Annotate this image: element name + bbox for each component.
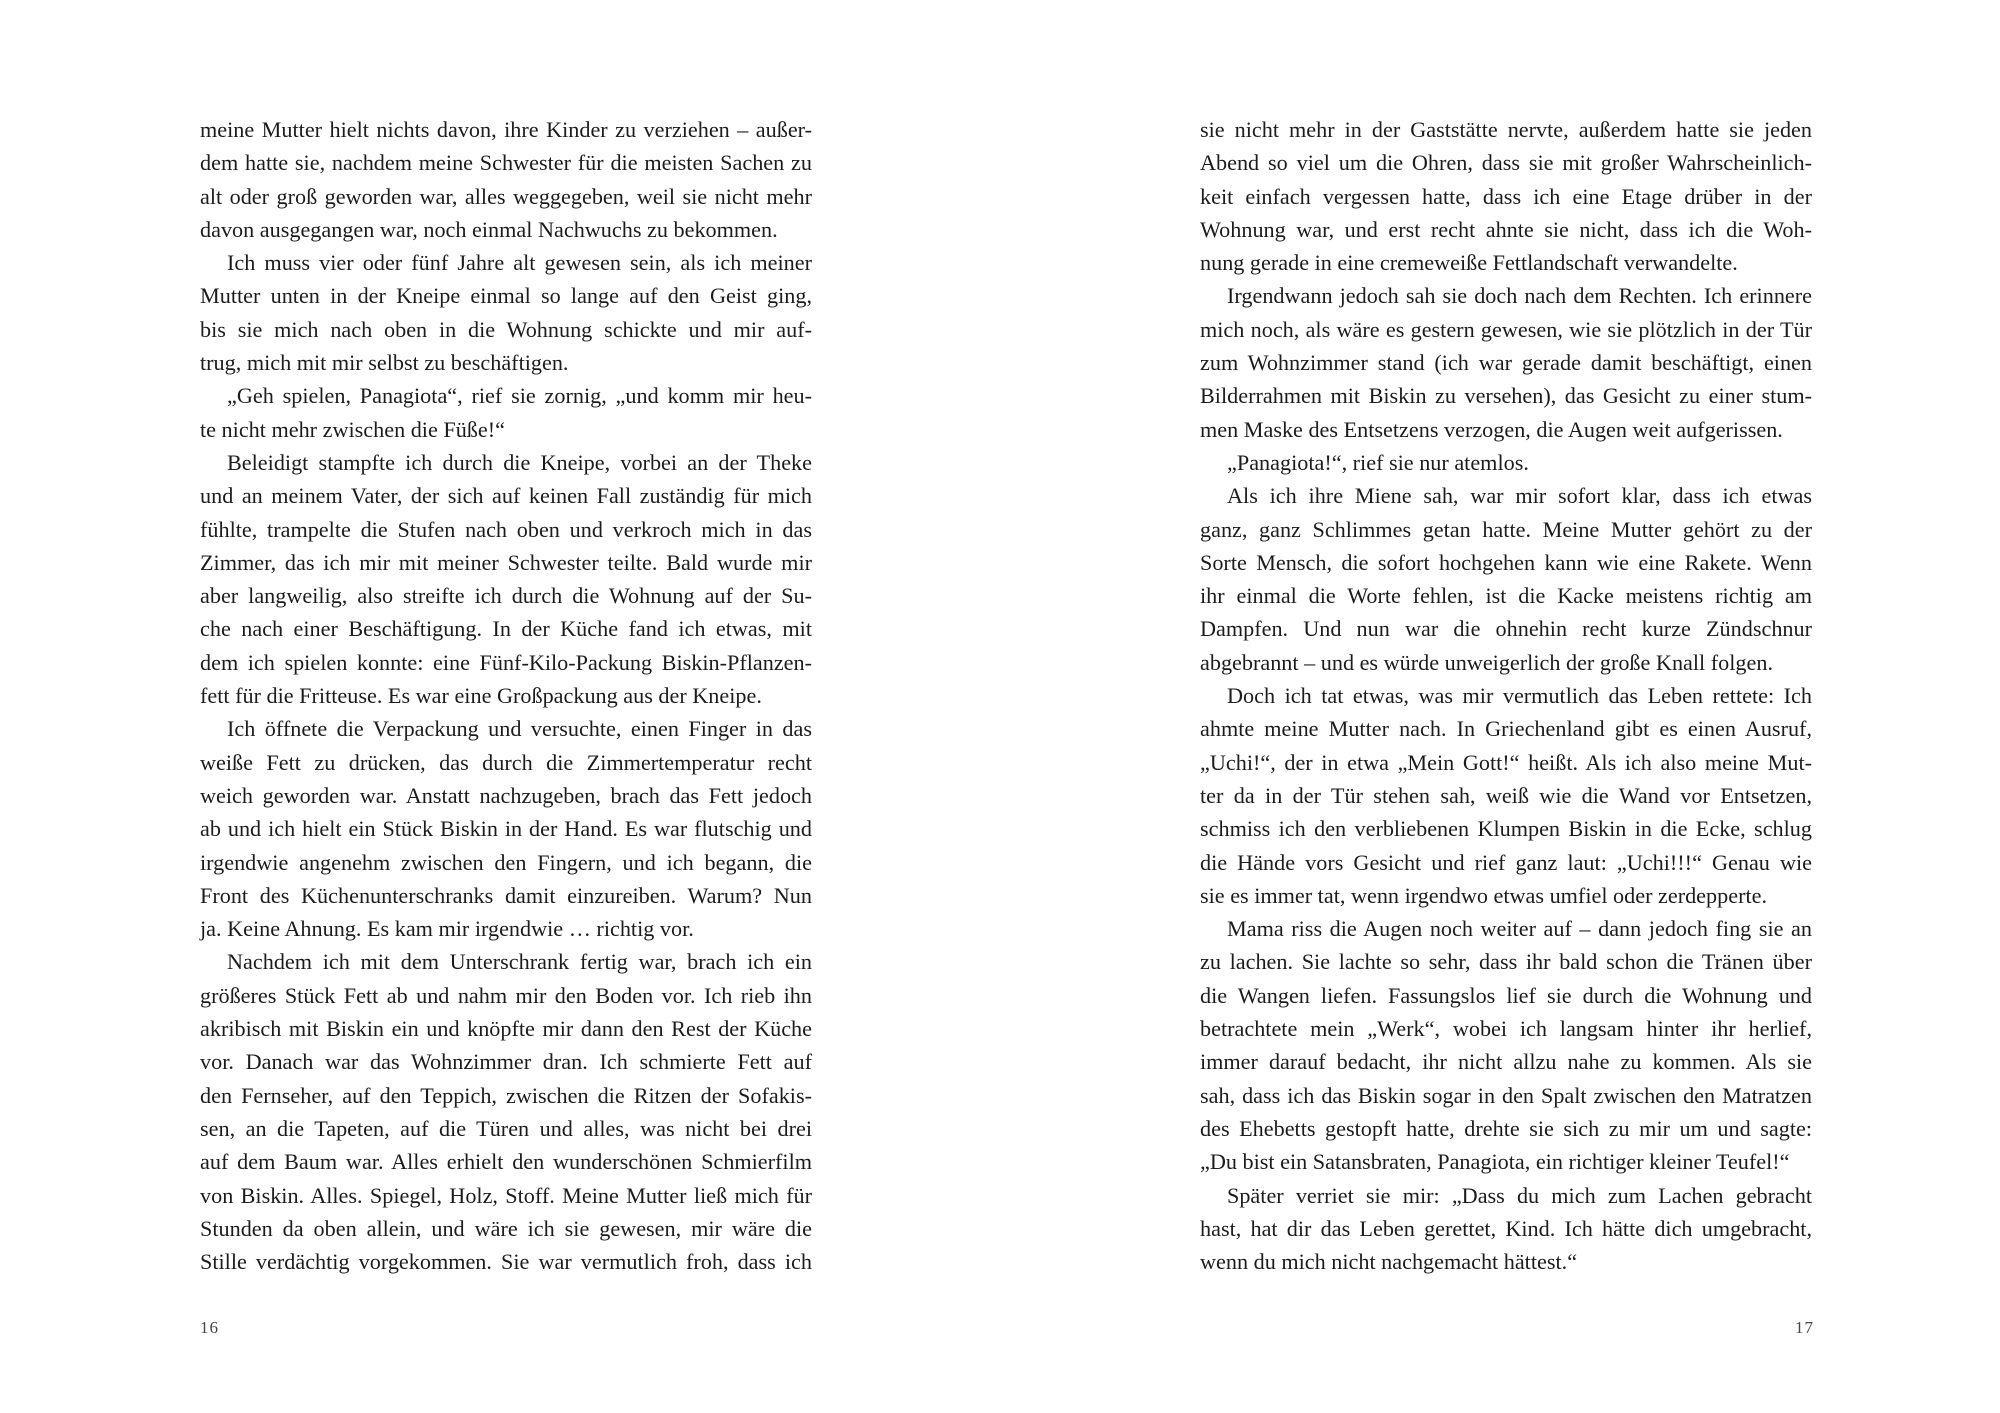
text-line: sen, an die Tapeten, auf die Türen und alles, was nicht bei drei — [200, 1115, 812, 1141]
text-line: betrachtete mein „Werk“, wobei ich langsam hinter ihr herlief, — [1200, 1016, 1812, 1042]
text-line: Ich muss vier oder fünf Jahre alt gewesen sein, als ich meiner — [227, 250, 812, 276]
text-line: von Biskin. Alles. Spiegel, Holz, Stoff. Meine Mutter ließ mich für — [200, 1182, 812, 1208]
text-line: zum Wohnzimmer stand (ich war gerade damit beschäftigt, einen — [1200, 350, 1812, 376]
text-line: nung gerade in eine cremeweiße Fettlandschaft verwandelte. — [1200, 250, 1738, 276]
text-line: Dampfen. Und nun war die ohnehin recht kurze Zündschnur — [1200, 616, 1812, 642]
text-line: men Maske des Entsetzens verzogen, die Augen weit aufgerissen. — [1200, 416, 1783, 442]
text-line: „Uchi!“, der in etwa „Mein Gott!“ heißt. Als ich also meine Mut- — [1200, 749, 1812, 775]
text-line: ihr einmal die Worte fehlen, ist die Kacke meistens richtig am — [1200, 583, 1812, 609]
text-line: Später verriet sie mir: „Dass du mich zum Lachen gebracht — [1227, 1182, 1812, 1208]
text-line: schmiss ich den verbliebenen Klumpen Biskin in die Ecke, schlug — [1200, 816, 1812, 842]
right-page — [1000, 0, 2000, 1413]
text-line: vor. Danach war das Wohnzimmer dran. Ich schmierte Fett auf — [200, 1049, 812, 1075]
text-line: meine Mutter hielt nichts davon, ihre Kinder zu verziehen – außer- — [200, 117, 812, 142]
text-line: Beleidigt stampfte ich durch die Kneipe, vorbei an der Theke — [227, 449, 812, 475]
text-line: des Ehebetts gestopft hatte, drehte sie sich zu mir um und sagte: — [1200, 1115, 1812, 1141]
text-line: trug, mich mit mir selbst zu beschäftigen. — [200, 350, 569, 376]
text-line: irgendwie angenehm zwischen den Fingern, und ich begann, die — [200, 849, 812, 875]
text-line: Wohnung war, und erst recht ahnte sie nicht, dass ich die Woh- — [1200, 216, 1812, 242]
text-line: akribisch mit Biskin ein und knöpfte mir dann den Rest der Küche — [200, 1016, 812, 1042]
text-line: die Hände vors Gesicht und rief ganz laut: „Uchi!!!“ Genau wie — [1200, 849, 1812, 875]
text-line: ja. Keine Ahnung. Es kam mir irgendwie … richtig vor. — [200, 916, 694, 942]
text-line: „Du bist ein Satansbraten, Panagiota, ein richtiger kleiner Teufel!“ — [1200, 1149, 1790, 1175]
text-line: Als ich ihre Miene sah, war mir sofort klar, dass ich etwas — [1227, 483, 1812, 509]
text-line: Abend so viel um die Ohren, dass sie mit großer Wahrscheinlich- — [1200, 150, 1812, 176]
text-line: ahmte meine Mutter nach. In Griechenland gibt es einen Ausruf, — [1200, 716, 1812, 742]
text-line: Doch ich tat etwas, was mir vermutlich das Leben rettete: Ich — [1227, 683, 1812, 709]
text-line: fühlte, trampelte die Stufen nach oben und verkroch mich in das — [200, 516, 812, 542]
text-line: Bilderrahmen mit Biskin zu versehen), das Gesicht zu einer stum- — [1200, 383, 1812, 409]
text-line: den Fernseher, auf den Teppich, zwischen die Ritzen der Sofakis- — [200, 1082, 812, 1108]
text-line: keit einfach vergessen hatte, dass ich eine Etage drüber in der — [1200, 183, 1812, 209]
left-page-text — [200, 113, 812, 1278]
text-line: „Geh spielen, Panagiota“, rief sie zornig, „und komm mir heu- — [227, 383, 812, 409]
text-line: Stille verdächtig vorgekommen. Sie war vermutlich froh, dass ich — [200, 1249, 812, 1275]
text-line: bis sie mich nach oben in die Wohnung schickte und mir auf- — [200, 316, 812, 342]
text-line: Ich öffnete die Verpackung und versuchte, einen Finger in das — [227, 716, 812, 742]
text-line: alt oder groß geworden war, alles weggegeben, weil sie nicht mehr — [200, 183, 812, 209]
text-line: ter da in der Tür stehen sah, weiß wie die Wand vor Entsetzen, — [1200, 782, 1812, 808]
text-line: aber langweilig, also streifte ich durch die Wohnung auf der Su- — [200, 583, 812, 609]
text-line: weich geworden war. Anstatt nachzugeben, brach das Fett jedoch — [200, 782, 812, 808]
text-line: davon ausgegangen war, noch einmal Nachwuchs zu bekommen. — [200, 216, 778, 242]
text-line: Mutter unten in der Kneipe einmal so lange auf den Geist ging, — [200, 283, 812, 309]
text-line: Mama riss die Augen noch weiter auf – dann jedoch fing sie an — [1227, 916, 1812, 942]
text-line: hast, hat dir das Leben gerettet, Kind. Ich hätte dich umgebracht, — [1200, 1215, 1812, 1241]
text-line: Zimmer, das ich mir mit meiner Schwester teilte. Bald wurde mir — [200, 549, 812, 575]
text-line: ganz, ganz Schlimmes getan hatte. Meine Mutter gehört zu der — [1200, 516, 1812, 542]
text-line: Irgendwann jedoch sah sie doch nach dem Rechten. Ich erinnere — [1227, 283, 1812, 309]
text-line: Stunden da oben allein, und wäre ich sie gewesen, mir wäre die — [200, 1215, 812, 1241]
text-line: te nicht mehr zwischen die Füße!“ — [200, 416, 505, 442]
text-line: sah, dass ich das Biskin sogar in den Spalt zwischen den Matratzen — [1200, 1082, 1812, 1108]
text-line: fett für die Fritteuse. Es war eine Großpackung aus der Kneipe. — [200, 683, 762, 709]
text-line: und an meinem Vater, der sich auf keinen Fall zuständig für mich — [200, 483, 812, 509]
text-line: zu lachen. Sie lachte so sehr, dass ihr bald schon die Tränen über — [1200, 949, 1812, 975]
text-line: Sorte Mensch, die sofort hochgehen kann wie eine Rakete. Wenn — [1200, 549, 1812, 575]
text-line: mich noch, als wäre es gestern gewesen, wie sie plötzlich in der Tür — [1200, 316, 1812, 342]
text-line: Front des Küchenunterschranks damit einzureiben. Warum? Nun — [200, 882, 812, 908]
right-page-number: 17 — [1795, 1318, 1814, 1337]
text-line: wenn du mich nicht nachgemacht hättest.“ — [1200, 1249, 1578, 1275]
text-line: immer darauf bedacht, ihr nicht allzu nahe zu kommen. Als sie — [1200, 1049, 1812, 1075]
text-line: ab und ich hielt ein Stück Biskin in der Hand. Es war flutschig und — [200, 816, 812, 842]
text-line: größeres Stück Fett ab und nahm mir den Boden vor. Ich rieb ihn — [200, 982, 812, 1008]
text-line: sie es immer tat, wenn irgendwo etwas umfiel oder zerdepperte. — [1200, 882, 1768, 908]
text-line: „Panagiota!“, rief sie nur atemlos. — [1227, 449, 1529, 475]
text-line: che nach einer Beschäftigung. In der Küche fand ich etwas, mit — [200, 616, 812, 642]
text-line: sie nicht mehr in der Gaststätte nervte, außerdem hatte sie jeden — [1200, 117, 1812, 142]
text-line: die Wangen liefen. Fassungslos lief sie durch die Wohnung und — [1200, 982, 1812, 1008]
text-line: Nachdem ich mit dem Unterschrank fertig war, brach ich ein — [227, 949, 812, 975]
right-page-text — [1200, 113, 1812, 1278]
text-line: weiße Fett zu drücken, das durch die Zimmertemperatur recht — [200, 749, 812, 775]
text-line: dem ich spielen konnte: eine Fünf-Kilo-Packung Biskin-Pflanzen- — [200, 649, 812, 675]
text-line: abgebrannt – und es würde unweigerlich der große Knall folgen. — [1200, 649, 1773, 675]
text-line: auf dem Baum war. Alles erhielt den wunderschönen Schmierfilm — [200, 1149, 812, 1175]
left-page-number: 16 — [200, 1318, 219, 1337]
text-line: dem hatte sie, nachdem meine Schwester für die meisten Sachen zu — [200, 150, 812, 176]
